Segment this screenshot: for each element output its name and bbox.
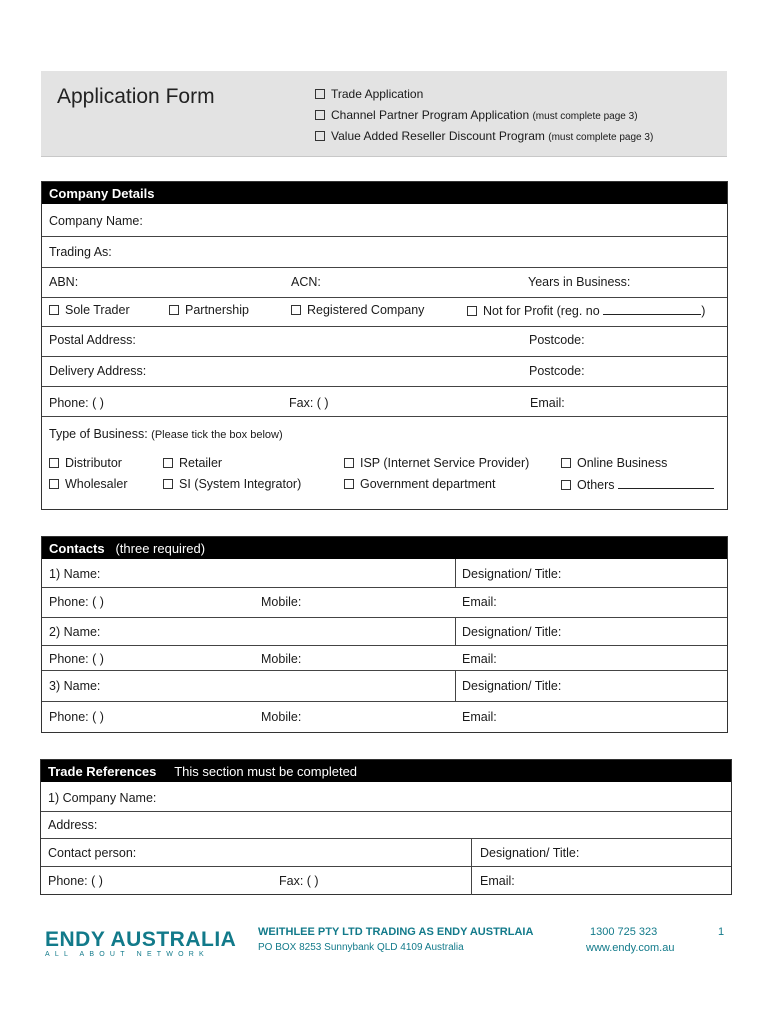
entity-registered-company[interactable]: Registered Company — [291, 303, 424, 317]
reference-fax-field[interactable]: Fax: ( ) — [279, 874, 319, 888]
page-number: 1 — [718, 926, 725, 938]
footer-website[interactable]: www.endy.com.au — [586, 942, 675, 954]
checkbox[interactable] — [315, 131, 325, 141]
option-trade-application[interactable]: Trade Application — [315, 87, 423, 101]
checkbox — [291, 305, 301, 315]
type-distributor[interactable]: Distributor — [49, 456, 122, 470]
checkbox — [163, 458, 173, 468]
trading-as-field[interactable]: Trading As: — [49, 245, 112, 259]
footer-phone: 1300 725 323 — [590, 926, 658, 938]
contact3-designation-field[interactable]: Designation/ Title: — [462, 679, 562, 693]
option-var-discount[interactable]: Value Added Reseller Discount Program (must complete page 3) — [315, 129, 653, 143]
reference-phone-field[interactable]: Phone: ( ) — [48, 874, 103, 888]
acn-field[interactable]: ACN: — [291, 275, 321, 289]
reference-address-field[interactable]: Address: — [48, 818, 98, 832]
contact1-name-field[interactable]: 1) Name: — [49, 567, 101, 581]
section-header: Company Details — [42, 182, 727, 204]
checkbox[interactable] — [315, 110, 325, 120]
company-fax-field[interactable]: Fax: ( ) — [289, 396, 329, 410]
type-of-business-label: Type of Business: (Please tick the box below) — [49, 427, 283, 441]
checkbox — [49, 458, 59, 468]
entity-sole-trader[interactable]: Sole Trader — [49, 303, 130, 317]
page-title: Application Form — [57, 85, 215, 108]
section-header: Trade References This section must be completed — [41, 760, 731, 782]
others-input[interactable] — [618, 477, 714, 489]
contact3-name-field[interactable]: 3) Name: — [49, 679, 101, 693]
delivery-address-field[interactable]: Delivery Address: — [49, 364, 147, 378]
years-in-business-field[interactable]: Years in Business: — [528, 275, 631, 289]
form-header — [41, 71, 727, 157]
type-retailer[interactable]: Retailer — [163, 456, 222, 470]
contact2-mobile-field[interactable]: Mobile: — [261, 652, 302, 666]
contact1-email-field[interactable]: Email: — [462, 595, 497, 609]
checkbox — [49, 305, 59, 315]
type-others[interactable]: Others — [561, 477, 714, 492]
entity-partnership[interactable]: Partnership — [169, 303, 249, 317]
contact3-email-field[interactable]: Email: — [462, 710, 497, 724]
checkbox[interactable] — [315, 89, 325, 99]
checkbox — [169, 305, 179, 315]
endy-australia-logo: ENDY AUSTRALIA ALL ABOUT NETWORK — [45, 928, 237, 958]
company-email-field[interactable]: Email: — [530, 396, 565, 410]
checkbox — [467, 306, 477, 316]
company-name-field[interactable]: Company Name: — [49, 214, 143, 228]
reg-no-input[interactable] — [603, 303, 701, 315]
contact2-designation-field[interactable]: Designation/ Title: — [462, 625, 562, 639]
reference-designation-field[interactable]: Designation/ Title: — [480, 846, 580, 860]
contact2-name-field[interactable]: 2) Name: — [49, 625, 101, 639]
type-government[interactable]: Government department — [344, 477, 496, 491]
contact2-email-field[interactable]: Email: — [462, 652, 497, 666]
contact2-phone-field[interactable]: Phone: ( ) — [49, 652, 104, 666]
postal-postcode-field[interactable]: Postcode: — [529, 333, 585, 347]
type-wholesaler[interactable]: Wholesaler — [49, 477, 128, 491]
checkbox — [344, 479, 354, 489]
checkbox — [561, 480, 571, 490]
contact3-phone-field[interactable]: Phone: ( ) — [49, 710, 104, 724]
section-header: Contacts (three required) — [42, 537, 727, 559]
reference-contact-person-field[interactable]: Contact person: — [48, 846, 137, 860]
type-system-integrator[interactable]: SI (System Integrator) — [163, 477, 301, 491]
checkbox — [344, 458, 354, 468]
delivery-postcode-field[interactable]: Postcode: — [529, 364, 585, 378]
footer-company: WEITHLEE PTY LTD TRADING AS ENDY AUSTRLAIA — [258, 926, 534, 938]
type-online-business[interactable]: Online Business — [561, 456, 667, 470]
reference-email-field[interactable]: Email: — [480, 874, 515, 888]
type-isp[interactable]: ISP (Internet Service Provider) — [344, 456, 529, 470]
reference-company-name-field[interactable]: 1) Company Name: — [48, 791, 157, 805]
postal-address-field[interactable]: Postal Address: — [49, 333, 136, 347]
contact1-mobile-field[interactable]: Mobile: — [261, 595, 302, 609]
contact1-phone-field[interactable]: Phone: ( ) — [49, 595, 104, 609]
contact3-mobile-field[interactable]: Mobile: — [261, 710, 302, 724]
contact1-designation-field[interactable]: Designation/ Title: — [462, 567, 562, 581]
company-details-section — [41, 181, 728, 510]
checkbox — [49, 479, 59, 489]
company-phone-field[interactable]: Phone: ( ) — [49, 396, 104, 410]
footer-address: PO BOX 8253 Sunnybank QLD 4109 Australia — [258, 942, 464, 953]
entity-not-for-profit[interactable]: Not for Profit (reg. no ) — [467, 303, 705, 318]
checkbox — [163, 479, 173, 489]
contacts-section — [41, 536, 728, 733]
abn-field[interactable]: ABN: — [49, 275, 79, 289]
trade-references-section — [40, 759, 732, 895]
option-channel-partner[interactable]: Channel Partner Program Application (must complete page 3) — [315, 108, 638, 122]
checkbox — [561, 458, 571, 468]
